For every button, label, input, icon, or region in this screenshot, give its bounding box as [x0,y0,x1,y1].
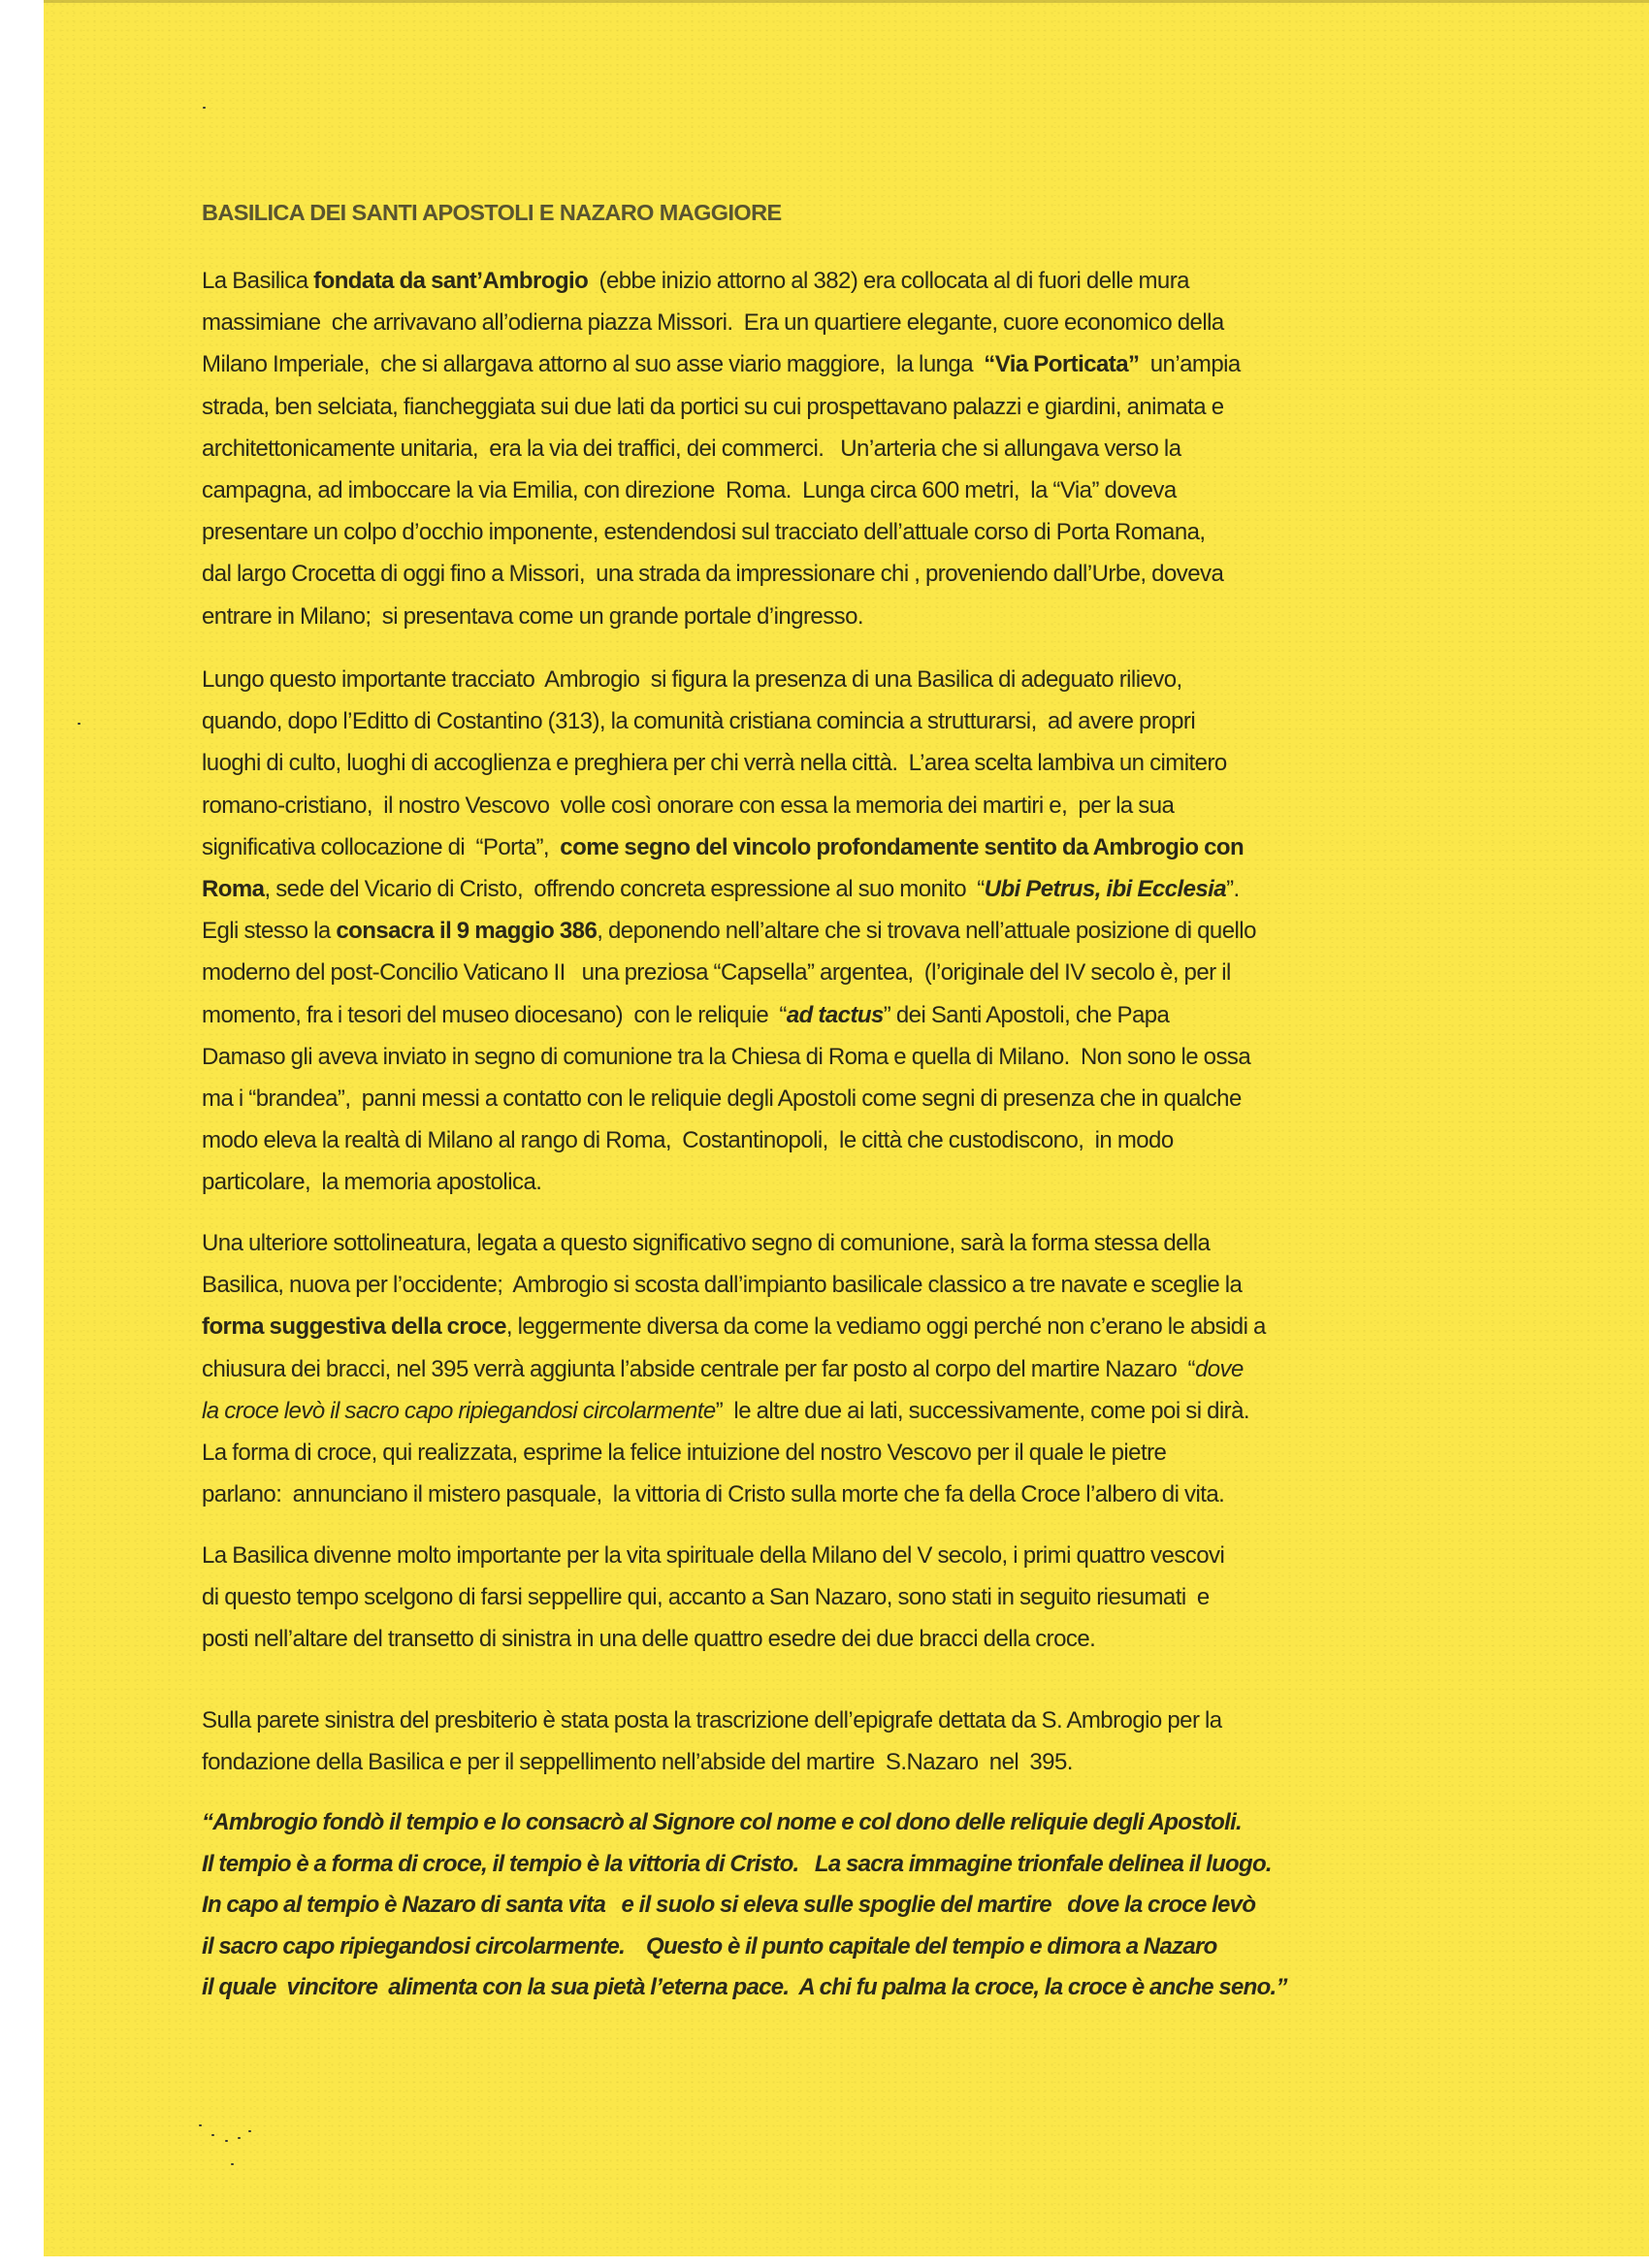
scan-speck [199,2124,202,2126]
text-run: quando, dopo l’Editto di Costantino (313), la comunità cristiana comincia a strutturarsi, ad avere propri [202,708,1196,735]
text-run: significativa collocazione di “Porta”, [202,833,561,860]
text-line [202,785,1521,826]
text-run: modo eleva la realtà di Milano al rango di Roma, Costantinopoli, le città che custodiscono, in modo [202,1127,1174,1154]
scan-speck [203,107,206,109]
text-line [202,1078,1521,1119]
text-line [202,742,1521,784]
italic-text: la croce levò il sacro capo ripiegandosi circolarmente [202,1397,716,1424]
text-run: Basilica, nuova per l’occidente; Ambrogio si scosta dall’impianto basilicale classico a tre navate e sceglie la [202,1272,1243,1299]
text-run: massimiane che arrivavano all’odierna piazza Missori. Era un quartiere elegante, cuore economico della [202,309,1224,337]
epigraph-quote [202,1802,1521,2009]
text-run: La Basilica divenne molto importante per la vita spirituale della Milano del V secolo, i primi quattro vescovi [202,1542,1225,1569]
text-run: di questo tempo scelgono di farsi seppellire qui, accanto a San Nazaro, sono stati in seguito riesumati e [202,1584,1210,1611]
text-run: In capo al tempio è Nazaro di santa vita e il suolo si eleva sulle spoglie del martire dove la croce levò [202,1892,1256,1919]
text-run: Sulla parete sinistra del presbiterio è stata posta la trascrizione dell’epigrafe dettata da S. Ambrogio per la [202,1707,1222,1733]
text-line [202,1348,1521,1390]
text-line [202,1927,1521,1968]
text-line [202,1119,1521,1161]
text-line [202,1474,1521,1515]
text-run: ” dei Santi Apostoli, che Papa [883,1001,1170,1028]
text-line [202,1618,1521,1660]
bold-text: “Via Porticata” [984,351,1140,378]
text-line [202,1222,1521,1264]
text-line [202,511,1521,553]
scan-speck [238,2137,241,2139]
scan-speck [231,2163,234,2165]
italic-text: dove [1194,1355,1244,1382]
text-run: il quale vincitore alimenta con la sua pietà l’eterna pace. A chi fu palma la croce, la croce è anche seno.” [202,1974,1287,2001]
text-run: strada, ben selciata, fiancheggiata sui due lati da portici su cui prospettavano palazzi e giardini, animata e [202,393,1224,420]
scan-speck [225,2140,228,2142]
text-line [202,1576,1521,1618]
text-run: dal largo Crocetta di oggi fino a Missori, una strada da impressionare chi , proveniendo dall’Urbe, doveva [202,561,1224,588]
text-run: presentare un colpo d’occhio imponente, estendendosi sul tracciato dell’attuale corso di Porta Romana, [202,519,1206,546]
text-line [202,1306,1521,1347]
text-line [202,1036,1521,1078]
text-run: posti nell’altare del transetto di sinistra in una delle quattro esedre dei due bracci della croce. [202,1626,1096,1653]
text-run: romano-cristiano, il nostro Vescovo volle così onorare con essa la memoria dei martiri e, per la sua [202,792,1175,819]
text-run: , sede del Vicario di Cristo, offrendo concreta espressione al suo monito “ [264,875,985,902]
text-line [202,1264,1521,1306]
text-line [202,1885,1521,1927]
paragraph [202,260,1521,637]
page-top-edge [44,0,1649,3]
text-line [202,1741,1521,1783]
text-run: La forma di croce, qui realizzata, esprime la felice intuizione del nostro Vescovo per il quale le pietre [202,1439,1167,1466]
text-run: il sacro capo ripiegandosi circolarmente. Questo è il punto capitale del tempio e dimora a Nazaro [202,1932,1217,1960]
text-line [202,659,1521,700]
text-line [202,260,1521,302]
bold-italic-text: ad tactus [786,1001,884,1028]
scan-speck [248,2130,251,2132]
text-line [202,428,1521,470]
bold-text: forma suggestiva della croce [202,1313,506,1341]
text-run: Lungo questo importante tracciato Ambrogio si figura la presenza di una Basilica di adeguato rilievo, [202,666,1182,693]
text-line [202,868,1521,910]
bold-text: consacra il 9 maggio 386 [336,918,598,945]
document-title: BASILICA DEI SANTI APOSTOLI E NAZARO MAGGIORE [202,200,782,225]
bold-text: Roma [202,875,265,902]
paragraph [202,1222,1521,1515]
text-line [202,343,1521,385]
text-line [202,596,1521,637]
text-line [202,470,1521,511]
bold-italic-text: Ubi Petrus, ibi Ecclesia [984,875,1227,902]
text-run: chiusura dei bracci, nel 395 verrà aggiunta l’abside centrale per far posto al corpo del martire Nazaro “ [202,1355,1195,1382]
text-line [202,700,1521,742]
paragraph [202,1700,1521,1783]
scan-speck [211,2134,214,2136]
paragraph [202,659,1521,1203]
text-run: Egli stesso la [202,918,337,945]
text-line [202,386,1521,428]
text-line [202,1700,1521,1741]
text-run: ma i “brandea”, panni messi a contatto con le reliquie degli Apostoli come segni di presenza che in qualche [202,1085,1242,1112]
scan-speck [78,723,81,725]
text-run: architettonicamente unitaria, era la via dei traffici, dei commerci. Un’arteria che si allungava verso la [202,435,1181,462]
text-run: moderno del post-Concilio Vaticano II una preziosa “Capsella” argentea, (l’originale del IV secolo è, per il [202,959,1231,987]
text-line [202,826,1521,868]
bold-text: come segno del vincolo profondamente sentito da Ambrogio con [560,833,1245,860]
text-run: Damaso gli aveva inviato in segno di comunione tra la Chiesa di Roma e quella di Milano. Non sono le ossa [202,1043,1251,1070]
text-run: , leggermente diversa da come la vediamo oggi perché non c’erano le absidi a [505,1313,1266,1341]
text-line [202,994,1521,1036]
text-run: fondazione della Basilica e per il seppellimento nell’abside del martire S.Nazaro nel 395. [202,1749,1073,1776]
text-run: Una ulteriore sottolineatura, legata a questo significativo segno di comunione, sarà la forma stessa della [202,1230,1211,1256]
text-line [202,1967,1521,2009]
bold-text: fondata da sant’Ambrogio [313,268,589,294]
text-run: (ebbe inizio attorno al 382) era collocata al di fuori delle mura [588,268,1189,294]
text-run: particolare, la memoria apostolica. [202,1169,542,1196]
paragraph [202,1535,1521,1661]
text-line [202,553,1521,595]
text-run: parlano: annunciano il mistero pasquale, la vittoria di Cristo sulla morte che fa della Croce l’albero di vita. [202,1481,1225,1508]
text-line [202,1390,1521,1432]
text-line [202,1844,1521,1886]
text-run: Il tempio è a forma di croce, il tempio è la vittoria di Cristo. La sacra immagine trionfale delinea il luogo. [202,1850,1272,1877]
text-line [202,1432,1521,1474]
text-run: campagna, ad imboccare la via Emilia, con direzione Roma. Lunga circa 600 metri, la “Via” doveva [202,476,1177,503]
text-run: ” le altre due ai lati, successivamente, come poi si dirà. [715,1397,1250,1424]
text-line [202,1802,1521,1844]
text-run: un’ampia [1139,351,1241,378]
text-line [202,1161,1521,1203]
text-line [202,952,1521,993]
text-run: La Basilica [202,268,314,294]
text-run: luoghi di culto, luoghi di accoglienza e preghiera per chi verrà nella città. L’area scelta lambiva un cimitero [202,750,1227,777]
text-run: entrare in Milano; si presentava come un grande portale d’ingresso. [202,602,864,630]
text-run: Milano Imperiale, che si allargava attorno al suo asse viario maggiore, la lunga [202,351,985,378]
text-run: , deponendo nell’altare che si trovava nell’attuale posizione di quello [597,918,1256,945]
text-run: ”. [1226,875,1240,902]
text-run: “Ambrogio fondò il tempio e lo consacrò al Signore col nome e col dono delle reliquie degli Apostoli. [202,1809,1243,1835]
text-line [202,302,1521,343]
text-line [202,910,1521,952]
text-line [202,1535,1521,1576]
text-run: momento, fra i tesori del museo diocesano) con le reliquie “ [202,1001,787,1028]
